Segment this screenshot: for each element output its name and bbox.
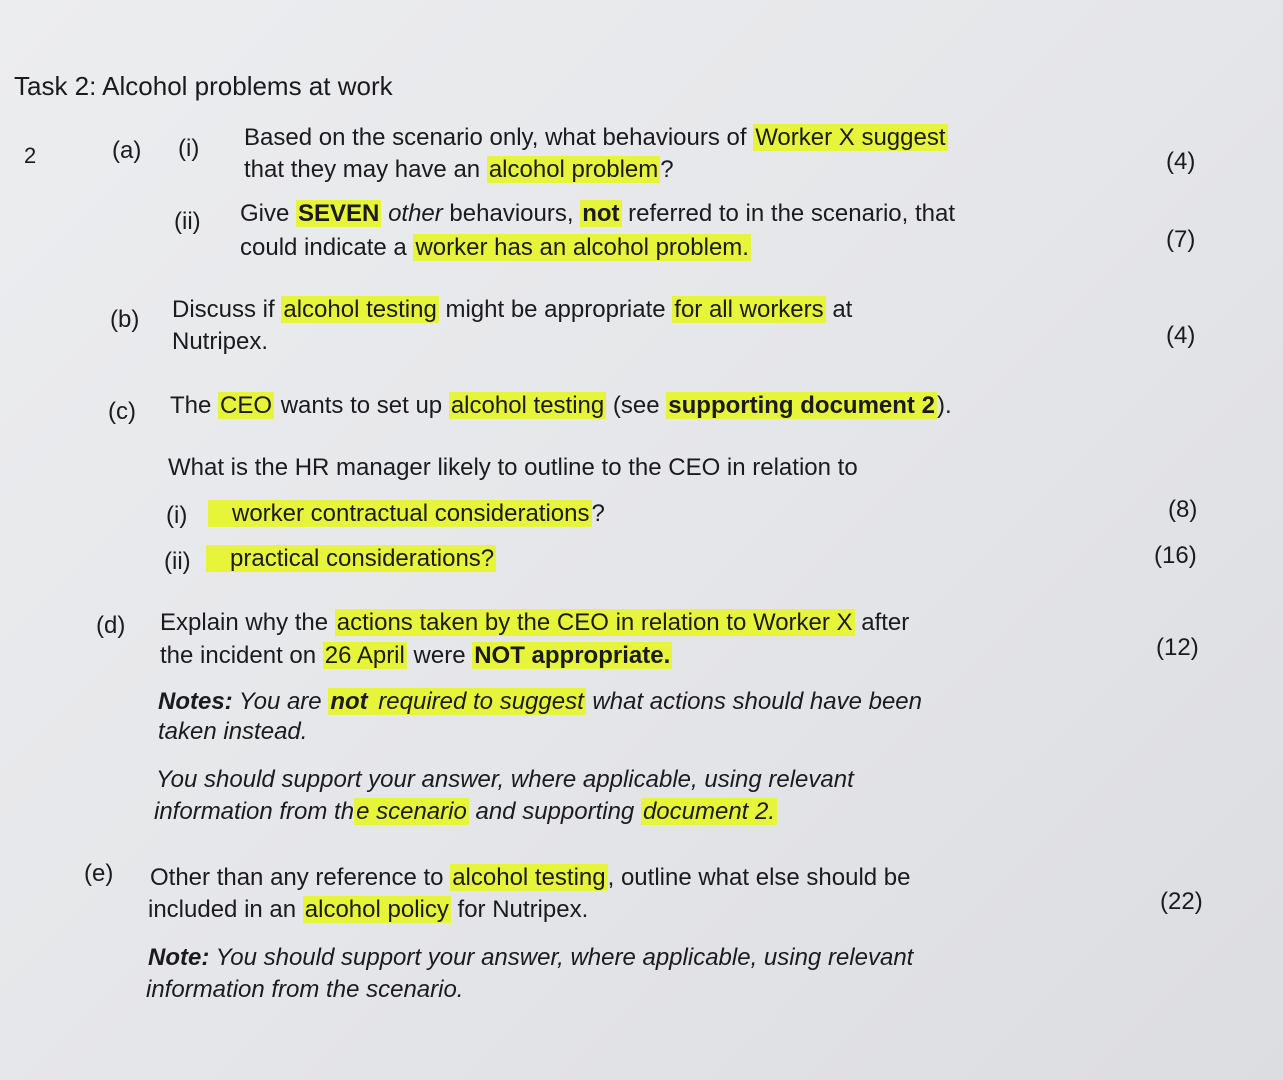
part-c-ii-text: practical considerations?	[206, 543, 496, 575]
question-number: 2	[24, 143, 37, 168]
part-d-line1: Explain why the actions taken by the CEO in relation to Worker X after	[160, 609, 910, 636]
part-d-line2: the incident on 26 April were NOT appropriate.	[160, 642, 671, 669]
part-e-note-line2: information from the scenario.	[146, 976, 464, 1003]
part-e-label: (e)	[84, 860, 114, 887]
part-d-marks: (12)	[1156, 634, 1199, 661]
part-c-ii-marks: (16)	[1154, 542, 1197, 569]
part-a-label: (a)	[112, 137, 142, 164]
title-text: Task 2: Alcohol problems at work	[14, 71, 393, 101]
part-a-ii-label: (ii)	[174, 208, 201, 235]
part-a-ii-line1: Give SEVEN other behaviours, not referred to in the scenario, that	[240, 200, 956, 227]
part-c-ii-label: (ii)	[164, 548, 191, 575]
part-a-i-marks: (4)	[1166, 148, 1196, 175]
part-c-line2: What is the HR manager likely to outline to the CEO in relation to	[168, 454, 858, 481]
part-d-label: (d)	[96, 612, 126, 639]
part-c-label: (c)	[108, 398, 136, 425]
part-e-line2: included in an alcohol policy for Nutripex.	[148, 896, 589, 923]
part-a-ii-marks: (7)	[1166, 226, 1196, 253]
page-title	[14, 70, 393, 102]
part-a-i-line1: Based on the scenario only, what behaviours of Worker X suggest	[244, 124, 946, 151]
part-e-note-line1: Note: You should support your answer, where applicable, using relevant	[148, 944, 914, 971]
part-b-line1: Discuss if alcohol testing might be appropriate for all workers at	[172, 296, 853, 323]
part-b-marks: (4)	[1166, 322, 1196, 349]
part-d-note-line4: information from the scenario and supporting document 2.	[154, 798, 776, 825]
part-a-i-label: (i)	[178, 135, 200, 162]
part-c-line1: The CEO wants to set up alcohol testing (see supporting document 2).	[170, 392, 952, 419]
part-d-note-line1: Notes: You are not required to suggest what actions should have been	[158, 688, 922, 715]
part-e-line1: Other than any reference to alcohol testing, outline what else should be	[150, 864, 911, 891]
part-d-note-line3: You should support your answer, where applicable, using relevant	[156, 766, 854, 793]
part-a-i-line2: that they may have an alcohol problem?	[244, 156, 674, 183]
part-d-note-line2: taken instead.	[158, 718, 308, 745]
part-b-label: (b)	[110, 306, 140, 333]
part-c-i-text: worker contractual considerations?	[208, 498, 605, 530]
part-e-marks: (22)	[1160, 888, 1203, 915]
part-c-i-marks: (8)	[1168, 496, 1198, 523]
part-c-i-label: (i)	[166, 502, 188, 529]
part-a-ii-line2: could indicate a worker has an alcohol problem.	[240, 234, 749, 261]
part-b-line2: Nutripex.	[172, 328, 269, 355]
